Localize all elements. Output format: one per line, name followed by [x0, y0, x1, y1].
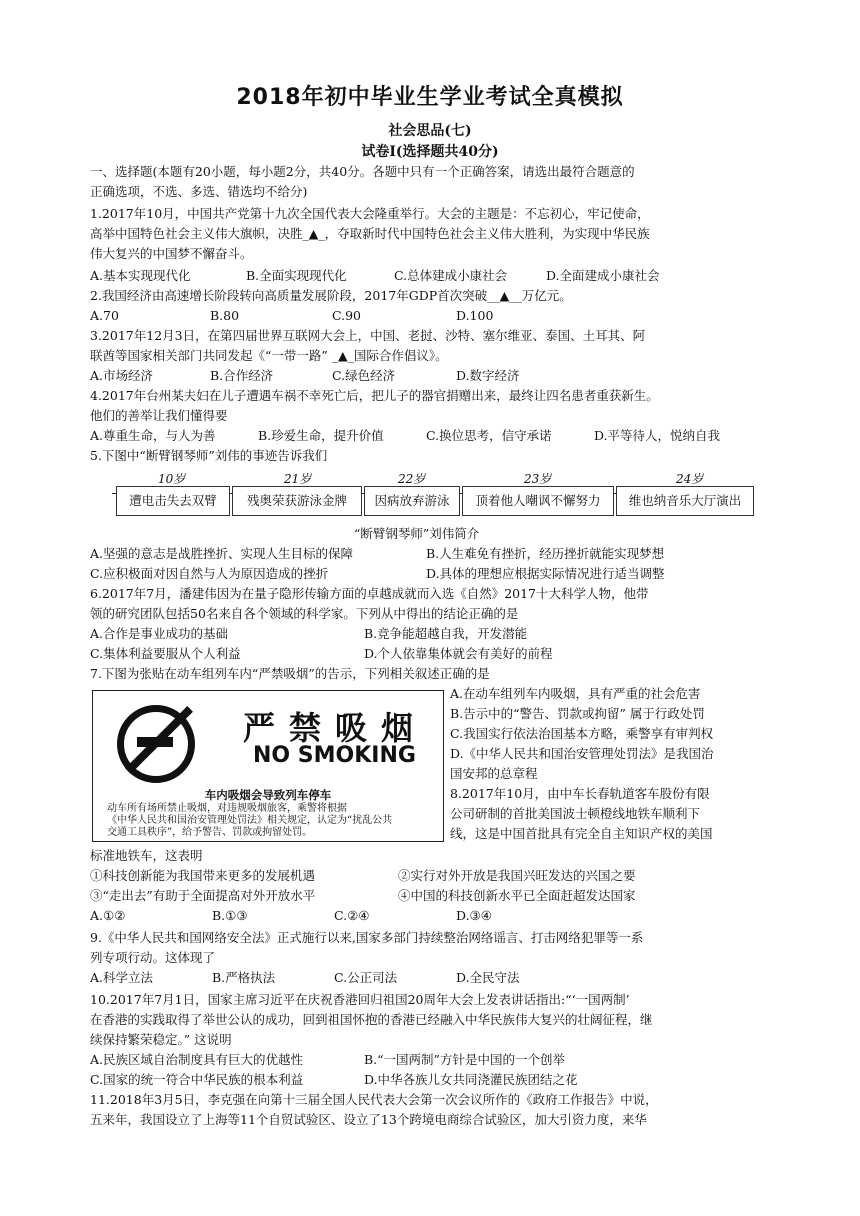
question-text: 1.2017年10月，中国共产党第十九次全国代表大会隆重举行。大会的主题是：不忘初心，牢记使命， — [90, 206, 650, 221]
answer-option: D.100 — [456, 308, 494, 323]
answer-option: B.“一国两制”方针是中国的一个创举 — [364, 1052, 565, 1067]
answer-option: C.国家的统一符合中华民族的根本利益 — [90, 1072, 304, 1087]
answer-option: C.应积极面对因自然与人为原因造成的挫折 — [90, 566, 329, 581]
answer-option: B.合作经济 — [210, 368, 274, 383]
answer-option: A.坚强的意志是战胜挫折、实现人生目标的保障 — [90, 546, 354, 561]
statement: ②实行对外开放是我国兴旺发达的兴国之要 — [398, 868, 636, 883]
question-text: 领的研究团队包括50名来自各个领域的科学家。下列从中得出的结论正确的是 — [90, 606, 519, 621]
question-text: 列专项行动。这体现了 — [90, 950, 216, 965]
answer-option: A.①② — [90, 908, 126, 923]
answer-option: B.珍爱生命，提升价值 — [258, 428, 384, 443]
sign-chinese-text: 严禁吸烟 — [243, 709, 428, 747]
exam-title: 2018年初中毕业生学业考试全真模拟 — [236, 85, 624, 110]
answer-option: C.总体建成小康社会 — [394, 268, 508, 283]
answer-option: D.《中华人民共和国治安管理处罚法》是我国治 — [450, 746, 714, 761]
sign-note: 《中华人民共和国治安管理处罚法》相关规定，认定为“扰乱公共 — [107, 815, 393, 826]
timeline-event: 维也纳音乐大厅演出 — [616, 486, 754, 516]
answer-option: C.我国实行依法治国基本方略，乘警享有审判权 — [450, 726, 714, 741]
question-text: 在香港的实践取得了举世公认的成功，回到祖国怀抱的香港已经融入中华民族伟大复兴的壮阔征程，继 — [90, 1012, 653, 1027]
answer-option: D.中华各族儿女共同浇灌民族团结之花 — [364, 1072, 578, 1087]
answer-option: D.个人依靠集体就会有美好的前程 — [364, 646, 553, 661]
answer-option: C.绿色经济 — [332, 368, 396, 383]
answer-option: A.市场经济 — [90, 368, 154, 383]
question-text: 联酋等国家相关部门共同发起《“一带一路” _▲_国际合作倡议》。 — [90, 348, 448, 363]
answer-option: 国安邦的总章程 — [450, 766, 538, 781]
exam-subject: 社会思品(七) — [388, 123, 472, 139]
answer-option: C.公正司法 — [334, 970, 398, 985]
timeline-event: 遭电击失去双臂 — [116, 486, 230, 516]
answer-option: A.70 — [90, 308, 119, 323]
answer-option: D.具体的理想应根据实际情况进行适当调整 — [426, 566, 665, 581]
question-text: 11.2018年3月5日，李克强在向第十三届全国人民代表大会第一次会议所作的《政府工作报告》中说， — [90, 1092, 658, 1107]
question-text: 6.2017年7月，潘建伟因为在量子隐形传输方面的卓越成就而入选《自然》2017十大科学人物，他带 — [90, 586, 649, 601]
answer-option: C.换位思考，信守承诺 — [426, 428, 552, 443]
question-text: 4.2017年台州某夫妇在儿子遭遇车祸不幸死亡后，把儿子的器官捐赠出来，最终让四名患者重获新生。 — [90, 388, 659, 403]
timeline-age: 24岁 — [676, 472, 704, 486]
answer-option: B.人生难免有挫折，经历挫折就能实现梦想 — [426, 546, 665, 561]
answer-option: B.80 — [210, 308, 240, 323]
statement: ①科技创新能为我国带来更多的发展机遇 — [90, 868, 316, 883]
question-text: 3.2017年12月3日，在第四届世界互联网大会上，中国、老挝、沙特、塞尔维亚、泰国、土耳其、阿 — [90, 328, 646, 343]
sign-subtitle: 车内吸烟会导致列车停车 — [204, 788, 332, 802]
timeline-age: 10岁 — [158, 472, 186, 486]
answer-option: C.②④ — [334, 908, 370, 923]
question-text: 10.2017年7月1日，国家主席习近平在庆祝香港回归祖国20周年大会上发表讲话指出:“‘一国两制’ — [90, 992, 630, 1007]
answer-option: D.数字经济 — [456, 368, 520, 383]
answer-option: A.尊重生命，与人为善 — [90, 428, 216, 443]
answer-option: B.告示中的“警告、罚款或拘留” 属于行政处罚 — [450, 706, 705, 721]
timeline-age: 23岁 — [524, 472, 552, 486]
section-instruction: 一、选择题(本题有20小题，每小题2分，共40分。各题中只有一个正确答案，请选出最符合题意的 — [90, 164, 635, 179]
sign-english-text: NO SMOKING — [253, 743, 416, 768]
answer-option: B.竞争能超越自我，开发潜能 — [364, 626, 528, 641]
statement: ③“走出去”有助于全面提高对外开放水平 — [90, 888, 316, 903]
no-smoking-sign — [92, 690, 444, 842]
question-text: 公司研制的首批美国波士顿橙线地铁车顺利下 — [450, 806, 701, 821]
timeline-event: 因病放弃游泳 — [364, 486, 460, 516]
timeline-age: 21岁 — [284, 472, 312, 486]
sign-note: 交通工具秩序”，给予警告、罚款或拘留处罚。 — [107, 827, 313, 838]
question-text: 7.下图为张贴在动车组列车内“严禁吸烟”的告示，下列相关叙述正确的是 — [90, 666, 490, 681]
question-text: 线，这是中国首批具有完全自主知识产权的美国 — [450, 826, 713, 841]
timeline-event: 顶着他人嘲讽不懈努力 — [462, 486, 614, 516]
answer-option: A.合作是事业成功的基础 — [90, 626, 229, 641]
answer-option: A.科学立法 — [90, 970, 154, 985]
question-text: 5.下图中“断臂钢琴师”刘伟的事迹告诉我们 — [90, 448, 328, 463]
question-text: 9.《中华人民共和国网络安全法》正式施行以来,国家多部门持续整治网络谣言、打击网络犯罪等一系 — [90, 930, 644, 945]
paper-section-title: 试卷Ⅰ(选择题共40分) — [361, 144, 499, 160]
answer-option: A.民族区域自治制度具有巨大的优越性 — [90, 1052, 304, 1067]
timeline-event: 残奥荣获游泳金牌 — [232, 486, 362, 516]
question-text: 伟大复兴的中国梦不懈奋斗。 — [90, 246, 253, 261]
section-instruction: 正确选项，不选、多选、错选均不给分) — [90, 184, 308, 199]
timeline-caption: “断臂钢琴师”刘伟简介 — [354, 526, 480, 541]
answer-option: C.90 — [332, 308, 361, 323]
statement: ④中国的科技创新水平已全面赶超发达国家 — [398, 888, 636, 903]
question-text: 高举中国特色社会主义伟大旗帜，决胜_▲_，夺取新时代中国特色社会主义伟大胜利，为实现中华民族 — [90, 226, 650, 241]
answer-option: B.①③ — [212, 908, 248, 923]
answer-option: D.③④ — [456, 908, 492, 923]
answer-option: D.平等待人，悦纳自我 — [594, 428, 721, 443]
timeline-age: 22岁 — [398, 472, 426, 486]
answer-option: A.在动车组列车内吸烟，具有严重的社会危害 — [450, 686, 701, 701]
answer-option: D.全民守法 — [456, 970, 520, 985]
question-text: 2.我国经济由高速增长阶段转向高质量发展阶段，2017年GDP首次突破__▲__万亿元。 — [90, 288, 572, 303]
answer-option: B.严格执法 — [212, 970, 276, 985]
answer-option: C.集体利益要服从个人利益 — [90, 646, 241, 661]
answer-option: A.基本实现现代化 — [90, 268, 191, 283]
question-text: 续保持繁荣稳定。” 这说明 — [90, 1032, 232, 1047]
question-text: 标准地铁车，这表明 — [90, 848, 203, 863]
sign-note: 动车所有场所禁止吸烟，对违规吸烟旅客，乘警将根据 — [107, 803, 347, 814]
question-text: 五来年，我国设立了上海等11个自贸试验区、设立了13个跨境电商综合试验区，加大引资力度，来华 — [90, 1112, 647, 1127]
answer-option: D.全面建成小康社会 — [546, 268, 660, 283]
answer-option: B.全面实现现代化 — [246, 268, 347, 283]
question-text: 他们的善举让我们懂得要 — [90, 408, 228, 423]
question-text: 8.2017年10月，由中车长春轨道客车股份有限 — [450, 786, 710, 801]
